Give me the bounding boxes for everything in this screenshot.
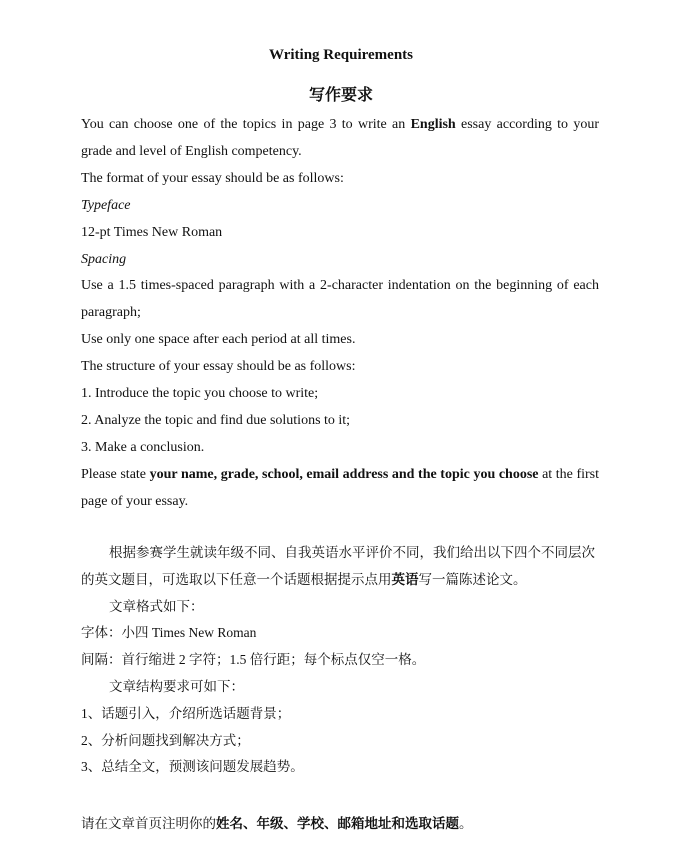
chinese-intro-bold: 英语 [391, 571, 419, 587]
chinese-step-2: 2、分析问题找到解决方式； [81, 732, 250, 748]
state-text-b: at the first page of your essay. [81, 466, 600, 509]
typeface-label: Typeface [81, 197, 131, 213]
format-heading: The format of your essay should be as follows: [81, 170, 344, 186]
spacing-label: Spacing [81, 251, 127, 267]
chinese-font-line: 字体：小四 Times New Roman [81, 625, 257, 641]
english-intro-text-a: You can choose one of the topics in page 3 to write an [81, 117, 411, 132]
state-text-a: Please state [81, 466, 150, 482]
chinese-structure-heading: 文章结构要求可如下： [109, 678, 244, 694]
structure-heading: The structure of your essay should be as follows: [81, 359, 356, 375]
structure-step-3: 3. Make a conclusion. [81, 439, 205, 455]
chinese-format-heading: 文章格式如下： [109, 598, 204, 614]
spacing-rule-1: Use a 1.5 times-spaced paragraph with a 2-character indentation on the beginning of each paragraph; [81, 278, 599, 321]
english-intro-text-b: essay according to your grade and level of English competency. [81, 117, 600, 159]
english-section [81, 112, 599, 516]
chinese-note-paragraph [81, 811, 603, 837]
chinese-note-text-b: 。 [459, 816, 473, 831]
chinese-intro-paragraph [81, 540, 603, 594]
title-english: Writing Requirements [268, 47, 414, 63]
chinese-note-bold: 姓名、年级、学校、邮箱地址和选取话题 [216, 816, 459, 831]
structure-step-2: 2. Analyze the topic and find due solutions to it; [81, 412, 351, 428]
english-intro-bold: English [410, 117, 456, 132]
chinese-intro-text-a: 根据参赛学生就读年级不同、自我英语水平评价不同，我们给出以下四个不同层次的英文题目，可选取以下任意一个话题根据提示点用 [81, 545, 595, 587]
spacing-rule-2: Use only one space after each period at all times. [81, 332, 356, 348]
chinese-note-section [81, 811, 603, 837]
chinese-step-1: 1、话题引入，介绍所选话题背景； [81, 705, 291, 721]
title-chinese: 写作要求 [308, 87, 373, 104]
structure-step-1: 1. Introduce the topic you choose to write; [81, 386, 319, 402]
state-info-paragraph [81, 462, 599, 516]
chinese-intro-text-b: 写一篇陈述论文。 [418, 571, 527, 587]
typeface-value: 12-pt Times New Roman [81, 224, 223, 240]
english-intro-paragraph [81, 112, 599, 166]
chinese-step-3: 3、总结全文，预测该问题发展趋势。 [81, 759, 304, 775]
chinese-note-text-a: 请在文章首页注明你的 [81, 816, 216, 831]
state-text-bold: your name, grade, school, email address and the topic you choose [149, 466, 539, 482]
chinese-spacing-line: 间隔：首行缩进 2 字符；1.5 倍行距；每个标点仅空一格。 [81, 652, 426, 668]
chinese-section [81, 540, 603, 781]
